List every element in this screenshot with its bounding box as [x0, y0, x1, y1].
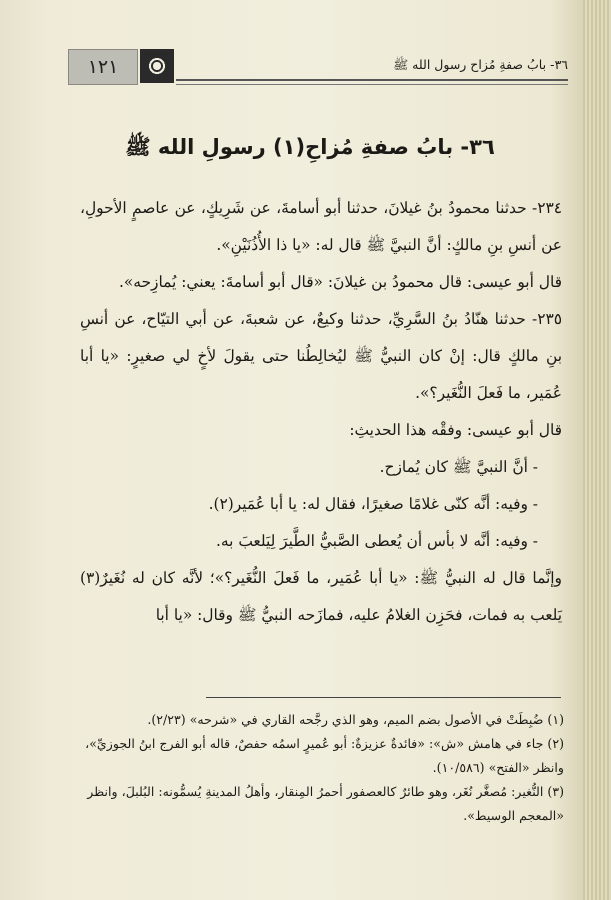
page-edge — [583, 0, 611, 900]
bullet-point: - وفيه: أنَّه كنّى غلامًا صغيرًا، فقال له: يا أبا عُمَير(٢). — [208, 495, 538, 513]
paragraph-hadith-235: ٢٣٥- حدثنا هنّادُ بنُ السَّرِيِّ، حدثنا وكيعٌ، عن شعبةَ، عن أبي التيّاح، عن أنسِ بنِ مالكٍ قال: إنْ كان النبيُّ ﷺ ليُخالِطُنا حتى يقولَ لأخٍ لي صغيرٍ: «يا أبا عُمَير، ما فَعلَ النُّغَير؟». — [80, 310, 562, 402]
header-rule — [176, 79, 568, 85]
paragraph-commentary-2: قال أبو عيسى: وفقْه هذا الحديثِ: — [349, 421, 562, 439]
bullet-point: - وفيه: أنَّه لا بأس أن يُعطى الصَّبيُّ الطَّيرَ لِيَلعبَ به. — [216, 532, 538, 550]
footnote-2: (٢) جاء في هامش «ش»: «فائدةٌ عزيزةٌ: أبو عُميرٍ اسمُه حفصٌ، قاله أبو الفرج ابنُ الجوزيِّ»، وانظر «الفتح» (١٠/٥٨٦). — [85, 736, 564, 775]
footnotes — [78, 708, 564, 828]
page-number: ١٢١ — [68, 49, 138, 85]
ornament-icon — [140, 49, 174, 83]
chapter-title: ٣٦- بابُ صفةِ مُزاحِ(١) رسولِ الله ﷺ — [125, 135, 495, 159]
paragraph-commentary-1: قال أبو عيسى: قال محمودُ بن غيلانَ: «قال أبو أسامةَ: يعني: يُمازِحه». — [118, 273, 562, 291]
page-header — [68, 49, 568, 85]
footnote-separator — [206, 697, 561, 698]
bullet-point: - أنَّ النبيَّ ﷺ كان يُمازح. — [379, 458, 538, 476]
running-title: ٣٦- بابُ صفةِ مُزاح رسول الله ﷺ — [393, 57, 568, 72]
paragraph-hadith-234: ٢٣٤- حدثنا محمودُ بنُ غيلانَ، حدثنا أبو أسامةَ، عن شَرِيكٍ، عن عاصمٍ الأحولِ، عن أنسِ بنِ مالكٍ: أنَّ النبيَّ ﷺ قال له: «يا ذا الأُذُنَيْنِ». — [80, 199, 562, 254]
footnote-3: (٣) النُّغير: مُصغَّر نُغَر، وهو طائرٌ كالعصفور أحمرُ المِنقار، وأهلُ المدينةِ يُسمُّونه: البُلبلَ، وانظر «المعجم الوسيط». — [87, 784, 564, 823]
body-text — [80, 190, 562, 634]
paragraph-explanation: وإنَّما قال له النبيُّ ﷺ: «يا أبا عُمَير، ما فَعلَ النُّغَير؟»؛ لأنَّه كان له نُغَيرٌ(٣) يَلعب به فمات، فحَزِن الغلامُ عليه، فمازَحه النبيُّ ﷺ وقال: «يا أبا — [80, 569, 562, 624]
footnote-1: (١) ضُبِطَتْ في الأصول بضم الميم، وهو الذي رجَّحه القاري في «شرحه» (٢/٢٣). — [147, 712, 564, 727]
